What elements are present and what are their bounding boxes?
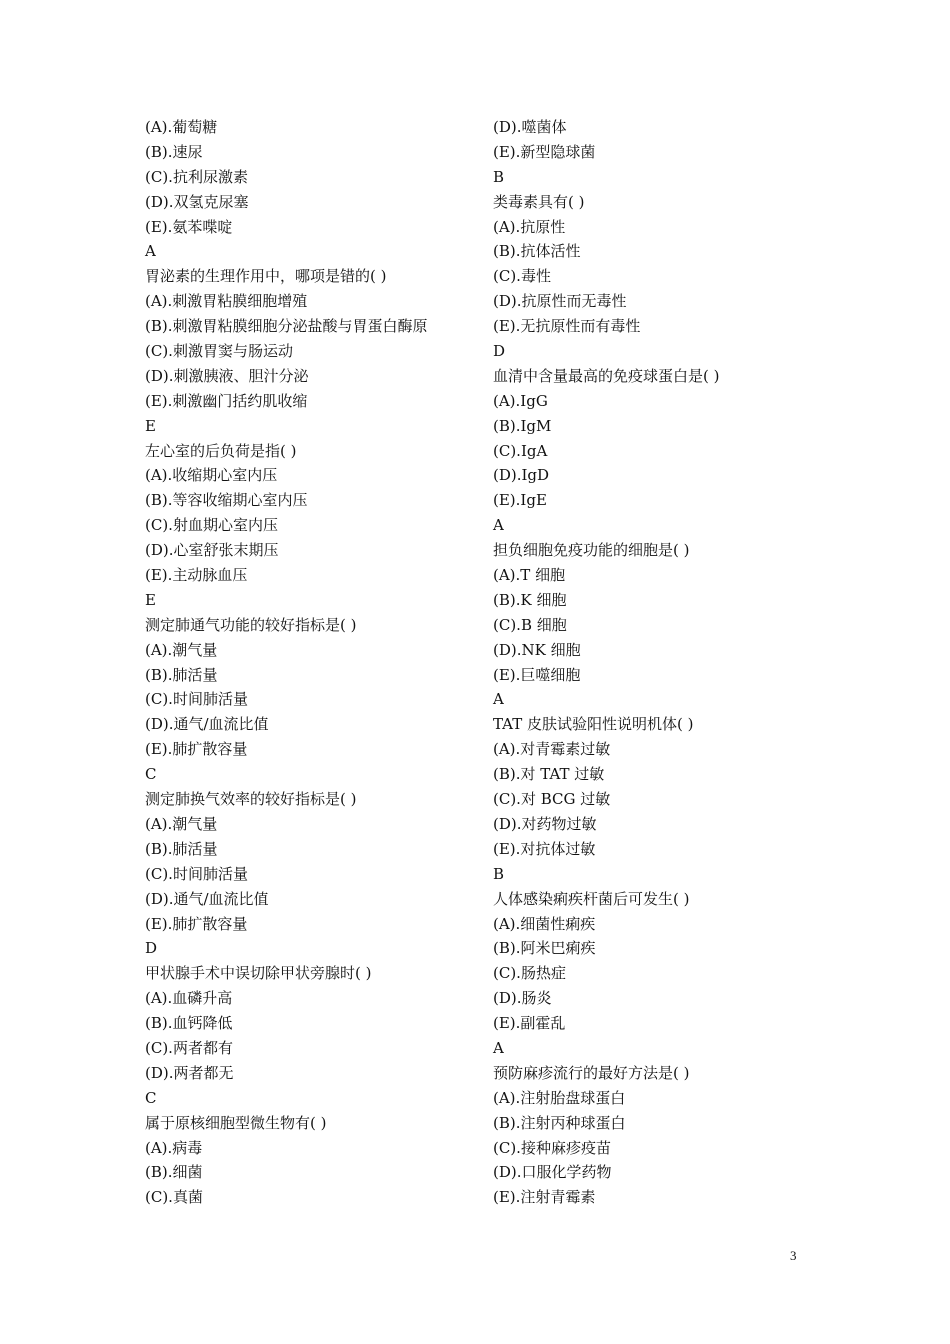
text-line: E xyxy=(145,416,156,435)
text-line: (C).两者都有 xyxy=(145,1038,233,1057)
text-line: (D).肠炎 xyxy=(493,989,552,1008)
text-line: (E).无抗原性而有毒性 xyxy=(493,317,641,336)
text-line: (D).刺激胰液、胆汁分泌 xyxy=(145,366,309,385)
text-line: (A).收缩期心室内压 xyxy=(145,466,278,485)
text-line: (B).肺活量 xyxy=(145,665,218,684)
text-line: (C).肠热症 xyxy=(493,964,566,983)
text-line: (C).毒性 xyxy=(493,267,551,286)
text-line: (E).主动脉血压 xyxy=(145,566,248,585)
text-line: (C).对 BCG 过敏 xyxy=(493,790,611,809)
text-line: (D).两者都无 xyxy=(145,1063,234,1082)
text-line: (C).时间肺活量 xyxy=(145,690,248,709)
text-line: (D).通气/血流比值 xyxy=(145,889,269,908)
text-line: (A).潮气量 xyxy=(145,640,218,659)
text-line: 属于原核细胞型微生物有( ) xyxy=(145,1113,327,1132)
text-line: (D).噬菌体 xyxy=(493,118,567,136)
text-line: (E).刺激幽门括约肌收缩 xyxy=(145,391,308,410)
text-line: (B).血钙降低 xyxy=(145,1014,233,1033)
text-line: (A).细菌性痢疾 xyxy=(493,914,596,933)
text-line: (A).病毒 xyxy=(145,1138,203,1157)
text-line: (E).IgE xyxy=(493,491,547,510)
text-line: (E).氨苯喋啶 xyxy=(145,217,233,236)
text-line: 预防麻疹流行的最好方法是( ) xyxy=(493,1063,690,1082)
text-line: (B).刺激胃粘膜细胞分泌盐酸与胃蛋白酶原 xyxy=(145,317,428,336)
text-line: (A).注射胎盘球蛋白 xyxy=(493,1088,626,1107)
page-number: 3 xyxy=(790,1248,797,1263)
text-line: (C).射血期心室内压 xyxy=(145,516,278,535)
text-line: C xyxy=(145,765,157,784)
text-line: 测定肺换气效率的较好指标是( ) xyxy=(145,790,357,809)
text-line: 担负细胞免疫功能的细胞是( ) xyxy=(493,541,690,560)
text-line: (B).注射丙种球蛋白 xyxy=(493,1113,626,1132)
text-line: (E).对抗体过敏 xyxy=(493,839,596,858)
text-line: A xyxy=(493,1038,504,1057)
text-line: (A).T 细胞 xyxy=(493,566,566,585)
text-line: (C).时间肺活量 xyxy=(145,864,248,883)
text-line: B xyxy=(493,864,505,883)
text-line: (A).潮气量 xyxy=(145,814,218,833)
text-line: (C).接种麻疹疫苗 xyxy=(493,1138,611,1157)
text-line: A xyxy=(493,690,504,709)
right-column xyxy=(493,115,813,1210)
left-column xyxy=(145,115,465,1210)
text-line: E xyxy=(145,590,156,609)
text-line: (A).刺激胃粘膜细胞增殖 xyxy=(145,292,308,311)
text-line: (B).阿米巴痢疾 xyxy=(493,939,596,958)
text-line: 胃泌素的生理作用中，哪项是错的( ) xyxy=(145,267,387,286)
text-line: (E).副霍乱 xyxy=(493,1014,566,1033)
text-line: (B).肺活量 xyxy=(145,839,218,858)
text-line: D xyxy=(145,939,158,958)
text-line: 左心室的后负荷是指( ) xyxy=(145,441,297,460)
text-line: (D).NK 细胞 xyxy=(493,640,581,659)
text-line: 类毒素具有( ) xyxy=(493,192,585,211)
text-line: C xyxy=(145,1088,157,1107)
text-line: (D).对药物过敏 xyxy=(493,814,597,833)
text-line: (C).真菌 xyxy=(145,1188,203,1207)
text-line: 甲状腺手术中误切除甲状旁腺时( ) xyxy=(145,964,372,983)
text-line: (E).注射青霉素 xyxy=(493,1188,596,1207)
text-line: (B).IgM xyxy=(493,416,552,435)
text-line: (B).对 TAT 过敏 xyxy=(493,765,605,784)
text-line: (B).K 细胞 xyxy=(493,590,567,609)
text-line: 测定肺通气功能的较好指标是( ) xyxy=(145,615,357,634)
text-line: (D).抗原性而无毒性 xyxy=(493,292,627,311)
text-line: 人体感染痢疾杆菌后可发生( ) xyxy=(493,889,690,908)
text-line: (B).等容收缩期心室内压 xyxy=(145,491,308,510)
text-line: (D).双氢克尿塞 xyxy=(145,192,249,211)
text-line: (E).肺扩散容量 xyxy=(145,914,248,933)
text-line: (C).IgA xyxy=(493,441,548,460)
text-line: (A).抗原性 xyxy=(493,217,566,236)
text-line: (B).抗体活性 xyxy=(493,242,581,261)
text-line: (D).通气/血流比值 xyxy=(145,715,269,734)
text-line: TAT 皮肤试验阳性说明机体( ) xyxy=(493,715,694,734)
text-line: (C).B 细胞 xyxy=(493,615,567,634)
text-line: (E).巨噬细胞 xyxy=(493,665,581,684)
text-line: (E).肺扩散容量 xyxy=(145,740,248,759)
text-line: 血清中含量最高的免疫球蛋白是( ) xyxy=(493,366,720,385)
text-line: D xyxy=(493,342,506,361)
text-line: (A).对青霉素过敏 xyxy=(493,740,611,759)
text-line: (B).速尿 xyxy=(145,142,203,161)
text-line: (B).细菌 xyxy=(145,1163,203,1182)
text-line: (D).口服化学药物 xyxy=(493,1163,612,1182)
text-line: (A).葡萄糖 xyxy=(145,118,218,136)
text-line: A xyxy=(493,516,504,535)
text-line: (E).新型隐球菌 xyxy=(493,142,596,161)
text-line: (D).IgD xyxy=(493,466,550,485)
text-line: B xyxy=(493,167,505,186)
text-line: (C).刺激胃窦与肠运动 xyxy=(145,342,293,361)
text-line: A xyxy=(145,242,156,261)
text-line: (C).抗利尿激素 xyxy=(145,167,248,186)
text-line: (D).心室舒张末期压 xyxy=(145,541,279,560)
text-line: (A).血磷升高 xyxy=(145,989,233,1008)
text-line: (A).IgG xyxy=(493,391,548,410)
